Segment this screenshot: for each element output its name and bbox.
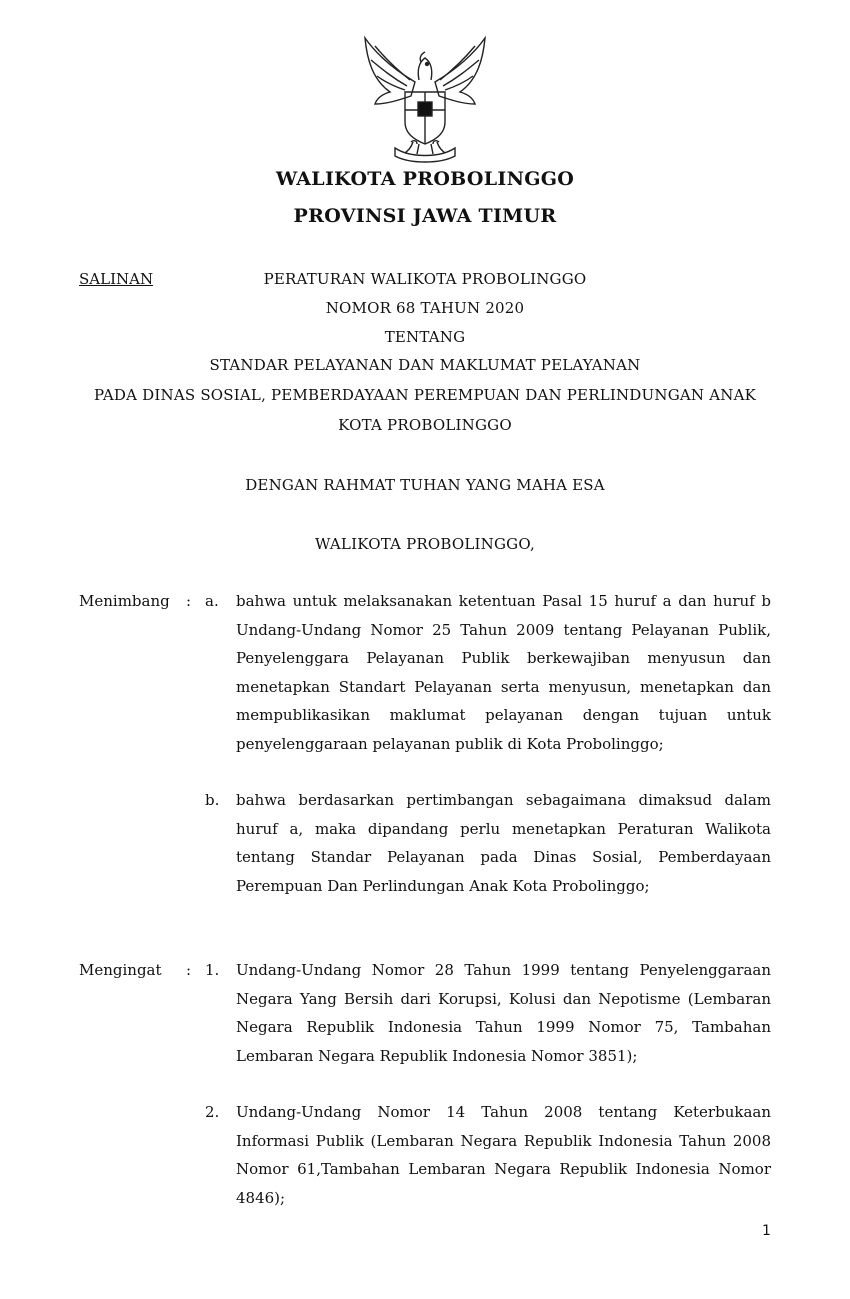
mengingat-item-2-marker: 2. <box>205 1103 220 1121</box>
menimbang-label: Menimbang <box>79 592 170 610</box>
blessing-text: DENGAN RAHMAT TUHAN YANG MAHA ESA <box>245 476 605 494</box>
regulation-number: NOMOR 68 TAHUN 2020 <box>325 299 525 317</box>
page-number: 1 <box>762 1223 771 1239</box>
menimbang-item-a-marker: a. <box>205 592 219 610</box>
mengingat-label: Mengingat <box>79 961 162 979</box>
menimbang-item-b-marker: b. <box>205 791 220 809</box>
mayor-heading: WALIKOTA PROBOLINGGO, <box>315 535 535 553</box>
regulation-subject-line3: KOTA PROBOLINGGO <box>338 416 512 434</box>
garuda-emblem-icon <box>355 30 495 165</box>
salinan-label: SALINAN <box>79 270 154 288</box>
menimbang-colon: : <box>186 592 192 610</box>
regulation-title: PERATURAN WALIKOTA PROBOLINGGO <box>263 270 587 288</box>
regulation-tentang: TENTANG <box>384 328 466 346</box>
regulation-subject-line1: STANDAR PELAYANAN DAN MAKLUMAT PELAYANAN <box>209 356 641 374</box>
mengingat-item-1-text: Undang-Undang Nomor 28 Tahun 1999 tentang Penyelenggaraan Negara Yang Bersih dari Korupsi, Kolusi dan Nepotisme (Lembaran Negara Republik Indonesia Tahun 1999 Nomor 75, Tambahan Lembaran Negara Republik Indonesia Nomor 3851); <box>236 961 771 1065</box>
document-title-line2: PROVINSI JAWA TIMUR <box>293 205 557 227</box>
mengingat-item-2-text: Undang-Undang Nomor 14 Tahun 2008 tentang Keterbukaan Informasi Publik (Lembaran Negara Republik Indonesia Tahun 2008 Nomor 61,Tambahan Lembaran Negara Republik Indonesia Nomor 4846); <box>236 1103 771 1207</box>
menimbang-item-b-text: bahwa berdasarkan pertimbangan sebagaimana dimaksud dalam huruf a, maka dipandang perlu menetapkan Peraturan Walikota tentang Standar Pelayanan pada Dinas Sosial, Pemberdayaan Perempuan Dan Perlindungan Anak Kota Probolinggo; <box>236 791 771 895</box>
document-title-line1: WALIKOTA PROBOLINGGO <box>275 168 575 190</box>
mengingat-colon: : <box>186 961 192 979</box>
mengingat-item-1-marker: 1. <box>205 961 220 979</box>
menimbang-item-a-text: bahwa untuk melaksanakan ketentuan Pasal 15 huruf a dan huruf b Undang-Undang Nomor 25 Tahun 2009 tentang Pelayanan Publik, Penyelenggara Pelayanan Publik berkewajiban menyusun dan menetapkan Standart Pelayanan serta menyusun, menetapkan dan mempublikasikan maklumat pelayanan dengan tujuan untuk penyelenggaraan pelayanan publik di Kota Probolinggo; <box>236 592 771 753</box>
regulation-subject-line2: PADA DINAS SOSIAL, PEMBERDAYAAN PEREMPUAN DAN PERLINDUNGAN ANAK <box>93 386 757 404</box>
